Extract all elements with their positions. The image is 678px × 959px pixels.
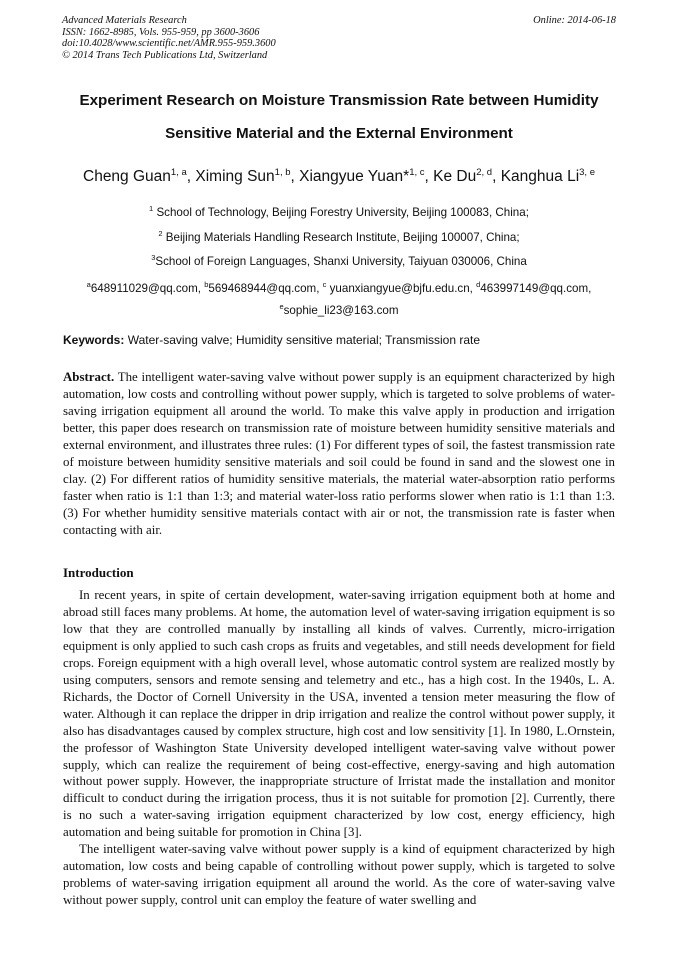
author: Xiangyue Yuan*$^{1, c}$, (299, 167, 434, 185)
affiliation-2: $^2$ Beijing Materials Handling Research Institute, Beijing 100007, China; (158, 229, 520, 244)
email-line-1: $^a$648911029@qq.com, $^b$569468944@qq.com, $^c$ yuanxiangyue@bjfu.edu.cn, $^d$463997149@qq.com, (86, 280, 592, 295)
paragraph: In recent years, in spite of certain development, water-saving irrigation equipment both at home and abroad still faces many problems. At home, the automation level of water-saving irrigation equipment is so low that they are controlled manually by installing all kinds of valves. Currently, micro-irrigation equipment is only applied to such cash crops as fruits and vegetables, and still needs development for field crops. Foreign equipment with a high overall level, whose automatic control system are realized mostly by using computers, sensors and remote sensing and telemetry and etc., has a high cost. In the 1940s, L. A. Richards, the Doctor of Cornell University in the USA, invented a tension meter measuring the flow of water. Although it can replace the dripper in drip irrigation and realize the control without power supply, it also has disadvantages caused by complex structure, high cost and low sensitivity [1]. In 1980, L.Ornstein, the professor of Washington State University developed intelligent water-saving valve without power supply, which can realize the requirement of being cost-effective, energy-saving and high automation without power supply. However, the inappropriate structure of Irristat made the installation and monitor difficult to conduct during the irrigation process, thus it is not suitable for promotion [2]. Currently, there is no such a water-saving irrigation equipment characterized by low cost, energy efficiency, high automation and being suitable for promotion in China [3]. (63, 588, 615, 840)
online-date: Online: 2014-06-18 (533, 15, 616, 26)
section-heading-introduction: Introduction (63, 565, 134, 580)
author: Ximing Sun$^{1, b}$, (195, 167, 300, 185)
paper-title-line-2: Sensitive Material and the External Environment (165, 125, 513, 142)
author-emails (30, 276, 648, 320)
journal-doi: doi:10.4028/www.scientific.net/AMR.955-959.3600 (62, 38, 276, 50)
email-link[interactable]: 463997149@qq.com, (480, 282, 592, 295)
email-link[interactable]: yuanxiangyue@bjfu.edu.cn, (326, 282, 477, 295)
paragraph: The intelligent water-saving valve without power supply is a kind of equipment characterized by high automation, low costs and being capable of controlling without power supply, which is targeted to solve problems of water-saving irrigation equipment all around the world. As the core of water-saving valve without power supply, control unit can employ the feature of water swelling and (63, 842, 615, 908)
abstract-text: The intelligent water-saving valve without power supply is an equipment characterized by high automation, low costs and controlling without power supply, which is targeted to solve problems of water-saving irrigation equipment all around the world. To make this valve apply in production and irrigation better, this paper does research on transmission rate of moisture between humidity sensitive materials and external environment, and illustrates three rules: (1) For different types of soil, the fastest transmission rate of moisture between humidity sensitive materials and soil could be found in sand and the slowest one in clay. (2) For different ratios of humidity sensitive materials, the material water-absorption ratio performs faster when ratio is 1:1 than 1:3; and material water-loss ratio performs slower when ratio is 1:1 than 1:3. (3) For whether humidity sensitive materials contact with air or not, the transmission rate is faster when contacting with air. (63, 370, 615, 537)
journal-header (62, 15, 276, 61)
affiliation-1: $^1$ School of Technology, Beijing Forestry University, Beijing 100083, China; (149, 204, 529, 219)
abstract (63, 369, 615, 539)
email-link[interactable]: 648911029@qq.com, (90, 282, 205, 295)
author: Cheng Guan$^{1, a}$, (83, 167, 196, 185)
journal-issn: ISSN: 1662-8985, Vols. 955-959, pp 3600-3606 (62, 26, 260, 38)
journal-name: Advanced Materials Research (62, 15, 187, 26)
journal-copyright: © 2014 Trans Tech Publications Ltd, Switzerland (62, 49, 268, 61)
author: Kanghua Li$^{3, e}$ (500, 167, 595, 185)
email-line-2: $^e$sophie_li23@163.com (279, 302, 399, 317)
introduction-body (63, 587, 615, 909)
email-link[interactable]: 569468944@qq.com, (208, 282, 323, 295)
abstract-label: Abstract. (63, 370, 115, 384)
email-link[interactable]: sophie_li23@163.com (283, 304, 399, 317)
keywords (63, 333, 623, 347)
paper-title-line-1: Experiment Research on Moisture Transmission Rate between Humidity (79, 92, 599, 109)
keywords-label: Keywords: (63, 333, 125, 347)
author: Ke Du$^{2, d}$, (433, 167, 501, 185)
author-list (30, 167, 648, 186)
affiliation-3: $^3$School of Foreign Languages, Shanxi University, Taiyuan 030006, China (151, 253, 527, 268)
keywords-text: Water-saving valve; Humidity sensitive material; Transmission rate (124, 333, 481, 347)
